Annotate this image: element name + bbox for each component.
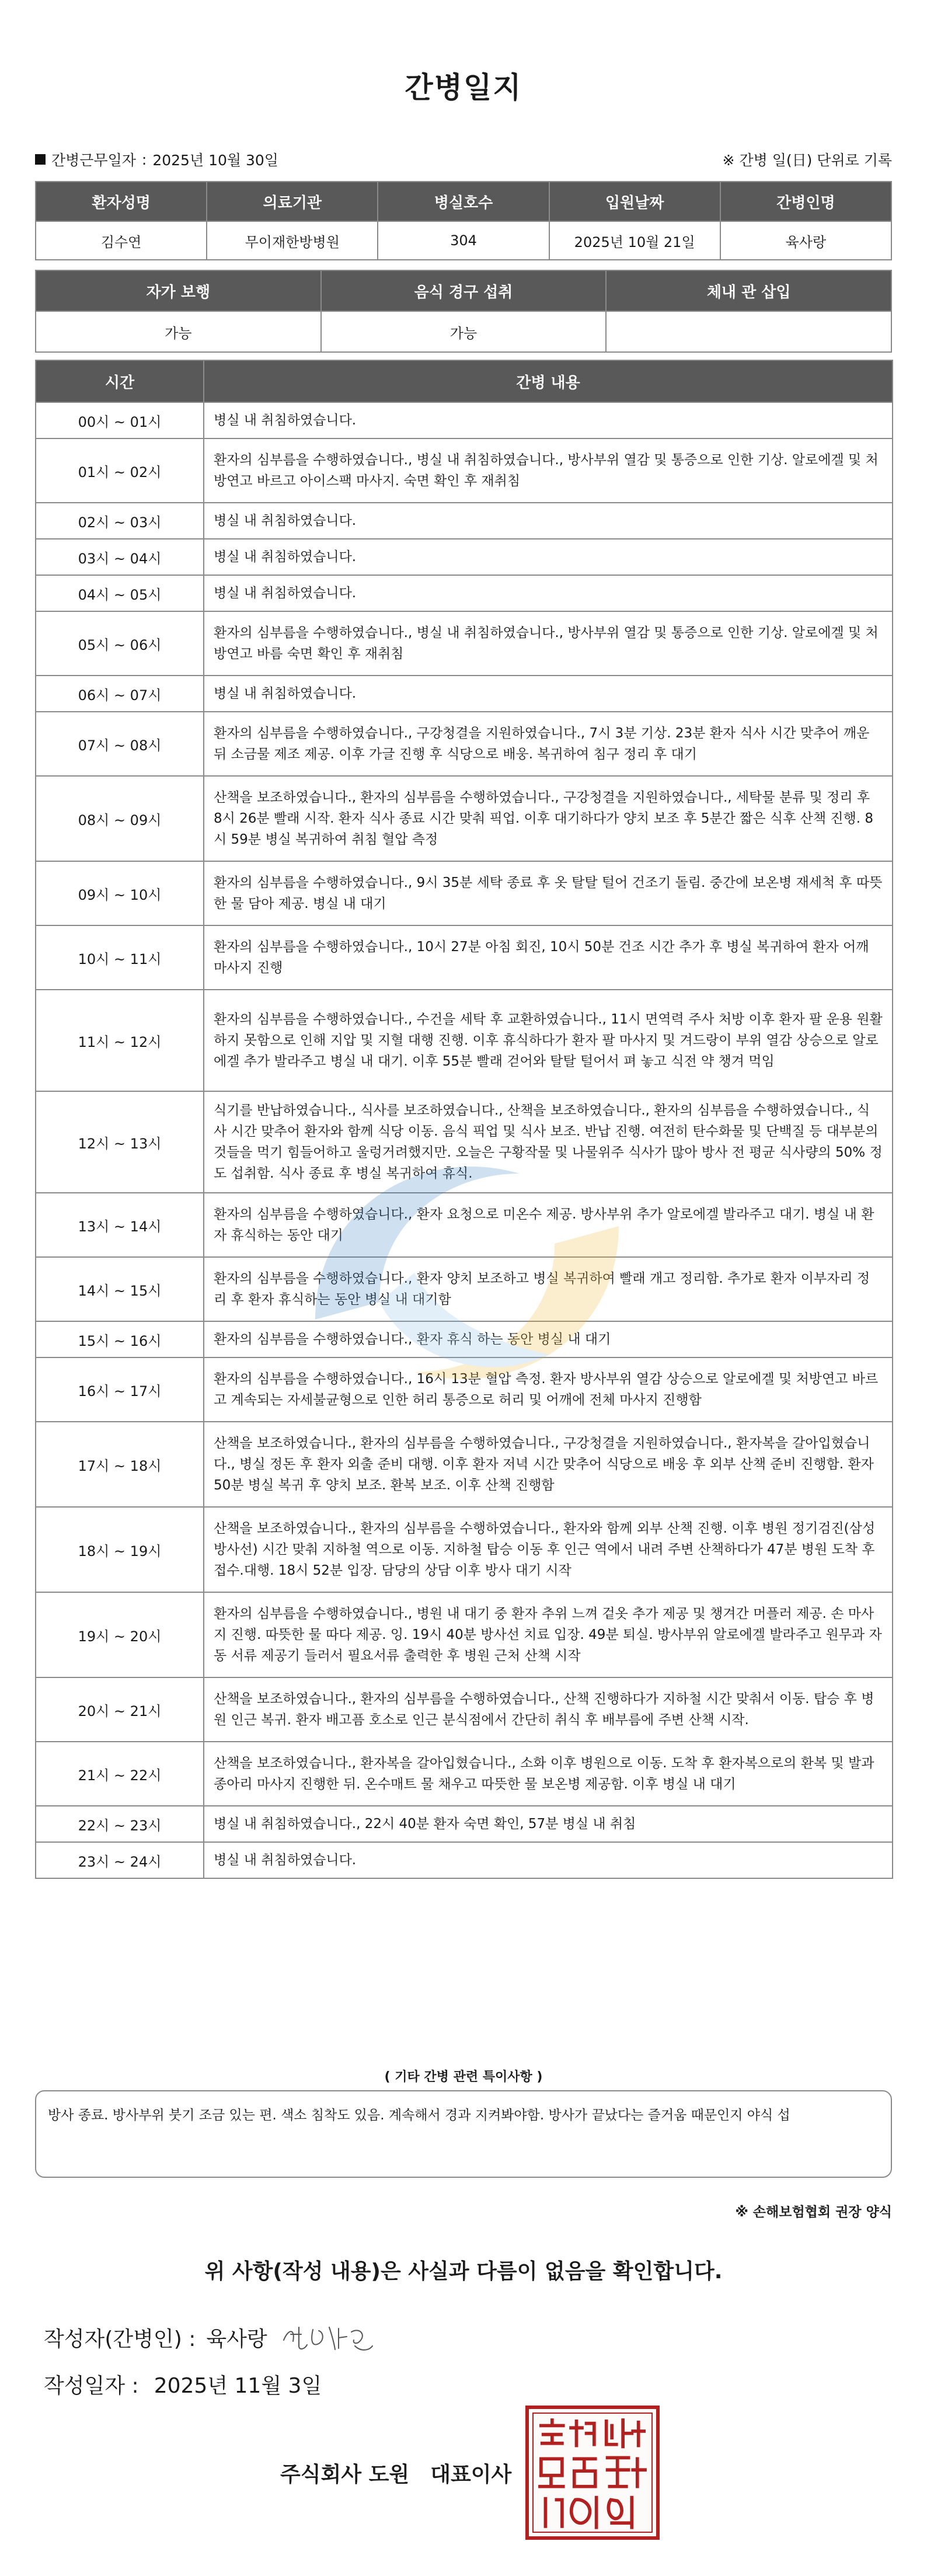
care-log-time: 06시 ~ 07시: [36, 676, 204, 712]
header-self-walking: 자가 보행: [36, 270, 321, 311]
work-date-label: 간병근무일자: [51, 152, 136, 169]
care-log-content: 환자의 심부름을 수행하였습니다., 10시 27분 아침 회진, 10시 50분 건조 시간 추가 후 병실 복귀하여 환자 어깨 마사지 진행: [204, 925, 893, 990]
patient-info-value-row: [36, 221, 891, 260]
oral-intake-value: 가능: [321, 311, 607, 352]
care-log-content: 환자의 심부름을 수행하였습니다., 병실 내 취침하였습니다., 방사부위 열감 및 통증으로 인한 기상. 알로에겔 및 처방연고 바름 숙면 확인 후 재취침: [204, 611, 893, 676]
care-log-time: 05시 ~ 06시: [36, 611, 204, 676]
care-log-content: 환자의 심부름을 수행하였습니다., 구강청결을 지원하였습니다., 7시 3분 기상. 23분 환자 식사 시간 맞추어 깨운 뒤 소금물 제조 제공. 이후 가글 진행 후 식당으로 배웅. 복귀하여 침구 정리 후 대기: [204, 712, 893, 776]
care-log-content: 환자의 심부름을 수행하였습니다., 병원 내 대기 중 환자 추위 느껴 겉옷 추가 제공 및 챙겨간 머플러 제공. 손 마사지 진행. 따뜻한 물 따다 제공. 잉. 19시 40분 방사선 치료 입장. 49분 퇴실. 방사부위 알로에겔 발라주고 원무과 자동 서류 제공기 들러서 필요서류 출력한 후 병원 근처 산책 시작: [204, 1592, 893, 1677]
care-log-content: 산책을 보조하였습니다., 환자의 심부름을 수행하였습니다., 구강청결을 지원하였습니다., 환자복을 갈아입혔습니다., 병실 정돈 후 환자 외출 준비 대행. 이후 환자 저녁 시간 맞추어 식당으로 배웅 후 외부 산책 준비 진행함. 환자 50분 병실 복귀 후 양치 보조. 환복 보조. 이후 산책 진행함: [204, 1422, 893, 1507]
care-log-row: [36, 1507, 893, 1592]
care-log-time: 10시 ~ 11시: [36, 925, 204, 990]
care-log-table: [35, 360, 893, 1879]
care-log-time: 14시 ~ 15시: [36, 1257, 204, 1321]
care-log-time: 22시 ~ 23시: [36, 1806, 204, 1842]
care-log-row: [36, 1257, 893, 1321]
header-hospital: 의료기관: [207, 182, 378, 221]
care-log-content: 환자의 심부름을 수행하였습니다., 수건을 세탁 후 교환하였습니다., 11시 면역력 주사 처방 이후 환자 팔 운용 원활하지 못함으로 인해 지압 및 지혈 대행 진행. 이후 휴식하다가 환자 팔 마사지 및 겨드랑이 부위 열감 상승으로 알로에겔 추가 발라주고 병실 내 대기. 이후 55분 빨래 걷어와 탈탈 털어서 펴 놓고 식전 약 챙겨 먹임: [204, 990, 893, 1091]
ability-header-row: [36, 270, 891, 311]
care-log-row: [36, 1677, 893, 1742]
care-log-content: 환자의 심부름을 수행하였습니다., 환자 휴식 하는 동안 병실 내 대기: [204, 1321, 893, 1357]
care-log-row: [36, 1422, 893, 1507]
handwritten-signature: [278, 2317, 377, 2358]
care-log-row: [36, 1742, 893, 1806]
care-log-content: 환자의 심부름을 수행하였습니다., 병실 내 취침하였습니다., 방사부위 열감 및 통증으로 인한 기상. 알로에겔 및 처방연고 바르고 아이스팩 마사지. 숙면 확인 후 재취침: [204, 438, 893, 503]
header-oral-intake: 음식 경구 섭취: [321, 270, 607, 311]
care-log-header-row: [36, 360, 893, 402]
care-log-content: 환자의 심부름을 수행하였습니다., 16시 13분 혈압 측정. 환자 방사부위 열감 상승으로 알로에겔 및 처방연고 바르고 계속되는 자세불균형으로 인한 허리 통증으로 허리 및 어깨에 전체 마사지 진행함: [204, 1357, 893, 1422]
work-date-line: [35, 149, 278, 170]
care-log-content: 병실 내 취침하였습니다.: [204, 1842, 893, 1878]
patient-info-header-row: [36, 182, 891, 221]
care-log-content: 병실 내 취침하였습니다.: [204, 575, 893, 611]
document-title: 간병일지: [405, 71, 522, 105]
care-log-row: [36, 776, 893, 861]
write-date-line: [44, 2369, 322, 2399]
care-log-time: 12시 ~ 13시: [36, 1091, 204, 1193]
care-log-content: 산책을 보조하였습니다., 환자의 심부름을 수행하였습니다., 산책 진행하다가 지하철 시간 맞춰서 이동. 탑승 후 병원 인근 복귀. 환자 배고픔 호소로 인근 분식점에서 간단히 취식 후 배부름에 주변 산책 시작.: [204, 1677, 893, 1742]
care-log-time: 18시 ~ 19시: [36, 1507, 204, 1592]
write-date-value: 2025년 11월 3일: [154, 2374, 322, 2398]
caregiver-name: 육사랑: [720, 221, 891, 260]
care-log-time: 15시 ~ 16시: [36, 1321, 204, 1357]
care-log-content: 식기를 반납하였습니다., 식사를 보조하였습니다., 산책을 보조하였습니다., 환자의 심부름을 수행하였습니다., 식사 시간 맞추어 환자와 함께 식당 이동. 음식 픽업 및 식사 보조. 반납 진행. 여전히 탄수화물 및 단백질 등 대부분의 것들을 먹기 힘들어하고 울렁거려했지만. 오늘은 구황작물 및 나물위주 식사가 많아 방사 전 평균 식사량의 50% 정도 섭취함. 식사 종료 후 병실 복귀하여 휴식.: [204, 1091, 893, 1193]
care-log-row: [36, 402, 893, 438]
self-walking-value: 가능: [36, 311, 321, 352]
writer-line: [44, 2317, 377, 2358]
header-caregiver-name: 간병인명: [720, 182, 891, 221]
care-log-row: [36, 1806, 893, 1842]
care-log-row: [36, 1321, 893, 1357]
care-log-row: [36, 539, 893, 575]
care-log-time: 02시 ~ 03시: [36, 503, 204, 539]
care-log-time: 04시 ~ 05시: [36, 575, 204, 611]
care-log-content: 환자의 심부름을 수행하였습니다., 환자 요청으로 미온수 제공. 방사부위 추가 알로에겔 발라주고 대기. 병실 내 환자 휴식하는 동안 대기: [204, 1193, 893, 1257]
care-log-time: 16시 ~ 17시: [36, 1357, 204, 1422]
care-log-row: [36, 575, 893, 611]
care-log-row: [36, 861, 893, 925]
care-log-row: [36, 1357, 893, 1422]
care-log-time: 23시 ~ 24시: [36, 1842, 204, 1878]
care-log-content: 병실 내 취침하였습니다., 22시 40분 환자 숙면 확인, 57분 병실 내 취침: [204, 1806, 893, 1842]
work-date-separator: :: [141, 151, 147, 168]
care-log-time: 21시 ~ 22시: [36, 1742, 204, 1806]
care-log-row: [36, 990, 893, 1091]
unit-note: ※ 간병 일(日) 단위로 기록: [722, 152, 892, 169]
header-admission-date: 입원날짜: [549, 182, 720, 221]
meta-row: [35, 149, 892, 172]
care-log-time: 00시 ~ 01시: [36, 402, 204, 438]
care-log-content: 병실 내 취침하였습니다.: [204, 402, 893, 438]
care-log-row: [36, 925, 893, 990]
care-log-row: [36, 438, 893, 503]
company-line: [280, 2458, 511, 2488]
care-log-row: [36, 1193, 893, 1257]
patient-name: 김수연: [36, 221, 207, 260]
work-date-value: 2025년 10월 30일: [152, 152, 278, 169]
seal-glyphs-icon: [529, 2409, 656, 2536]
header-patient-name: 환자성명: [36, 182, 207, 221]
care-log-content: 환자의 심부름을 수행하였습니다., 환자 양치 보조하고 병실 복귀하여 빨래 개고 정리함. 추가로 환자 이부자리 정리 후 환자 휴식하는 동안 병실 내 대기함: [204, 1257, 893, 1321]
care-log-time: 11시 ~ 12시: [36, 990, 204, 1091]
header-time: 시간: [36, 360, 204, 402]
hospital-name: 무이재한방병원: [207, 221, 378, 260]
care-log-row: [36, 676, 893, 712]
care-log-content: 산책을 보조하였습니다., 환자의 심부름을 수행하였습니다., 구강청결을 지원하였습니다., 세탁물 분류 및 정리 후 8시 26분 빨래 시작. 환자 식사 종료 시간 맞춰 픽업. 이후 대기하다가 양치 보조 후 5분간 짧은 식후 산책 진행. 8시 59분 병실 복귀하여 취침 혈압 측정: [204, 776, 893, 861]
care-log-row: [36, 1091, 893, 1193]
care-log-row: [36, 1842, 893, 1878]
care-log-content: 병실 내 취침하였습니다.: [204, 539, 893, 575]
patient-info-table: [35, 181, 892, 260]
care-log-time: 07시 ~ 08시: [36, 712, 204, 776]
care-log-time: 17시 ~ 18시: [36, 1422, 204, 1507]
care-log-time: 08시 ~ 09시: [36, 776, 204, 861]
company-title: 대표이사: [430, 2463, 512, 2487]
care-log-content: 산책을 보조하였습니다., 환자복을 갈아입혔습니다., 소화 이후 병원으로 이동. 도착 후 환자복으로의 환복 및 발과 종아리 마사지 진행한 뒤. 온수매트 물 채우고 따뜻한 물 보온병 제공함. 이후 병실 내 대기: [204, 1742, 893, 1806]
care-log-time: 13시 ~ 14시: [36, 1193, 204, 1257]
ability-value-row: [36, 311, 891, 352]
care-log-content: 병실 내 취침하였습니다.: [204, 676, 893, 712]
company-seal-stamp: [525, 2406, 660, 2540]
care-log-content: 산책을 보조하였습니다., 환자의 심부름을 수행하였습니다., 환자와 함께 외부 산책 진행. 이후 병원 정기검진(삼성 방사선) 시간 맞춰 지하철 역으로 이동. 지하철 탑승 이동 후 인근 역에서 내려 주변 산책하다가 47분 병원 도착 후 접수.대행. 18시 52분 입장. 담당의 상담 이후 방사 대기 시작: [204, 1507, 893, 1592]
writer-name: 육사랑: [206, 2327, 267, 2351]
notes-title: ( 기타 간병 관련 특이사항 ): [384, 2070, 543, 2084]
confirmation-statement: 위 사항(작성 내용)은 사실과 다름이 없음을 확인합니다.: [204, 2260, 723, 2283]
admission-date: 2025년 10월 21일: [549, 221, 720, 260]
care-log-row: [36, 1592, 893, 1677]
write-date-label: 작성일자 :: [44, 2374, 139, 2398]
writer-label: 작성자(간병인) :: [44, 2327, 196, 2351]
header-room-number: 병실호수: [378, 182, 549, 221]
care-log-time: 19시 ~ 20시: [36, 1592, 204, 1677]
care-log-content: 환자의 심부름을 수행하였습니다., 9시 35분 세탁 종료 후 옷 탈탈 털어 건조기 돌림. 중간에 보온병 재세척 후 따뜻한 물 담아 제공. 병실 내 대기: [204, 861, 893, 925]
care-log-row: [36, 503, 893, 539]
form-source-note: ※ 손해보험협회 권장 양식: [735, 2205, 892, 2220]
notes-box: [35, 2090, 892, 2178]
care-log-row: [36, 611, 893, 676]
care-log-time: 20시 ~ 21시: [36, 1677, 204, 1742]
care-log-content: 병실 내 취침하였습니다.: [204, 503, 893, 539]
care-log-time: 01시 ~ 02시: [36, 438, 204, 503]
care-log-time: 03시 ~ 04시: [36, 539, 204, 575]
tube-insertion-value: [606, 311, 891, 352]
header-care-content: 간병 내용: [204, 360, 893, 402]
header-tube-insertion: 체내 관 삽입: [606, 270, 891, 311]
care-log-body: [36, 402, 893, 1878]
bullet-square-icon: [35, 154, 46, 165]
patient-ability-table: [35, 270, 892, 353]
care-log-row: [36, 712, 893, 776]
notes-text: 방사 종료. 방사부위 붓기 조금 있는 편. 색소 침착도 있음. 계속해서 경과 지켜봐야함. 방사가 끝났다는 즐거움 때문인지 야식 섭: [48, 2108, 790, 2123]
room-number: 304: [378, 221, 549, 260]
care-log-time: 09시 ~ 10시: [36, 861, 204, 925]
company-name: 주식회사 도원: [280, 2463, 410, 2487]
